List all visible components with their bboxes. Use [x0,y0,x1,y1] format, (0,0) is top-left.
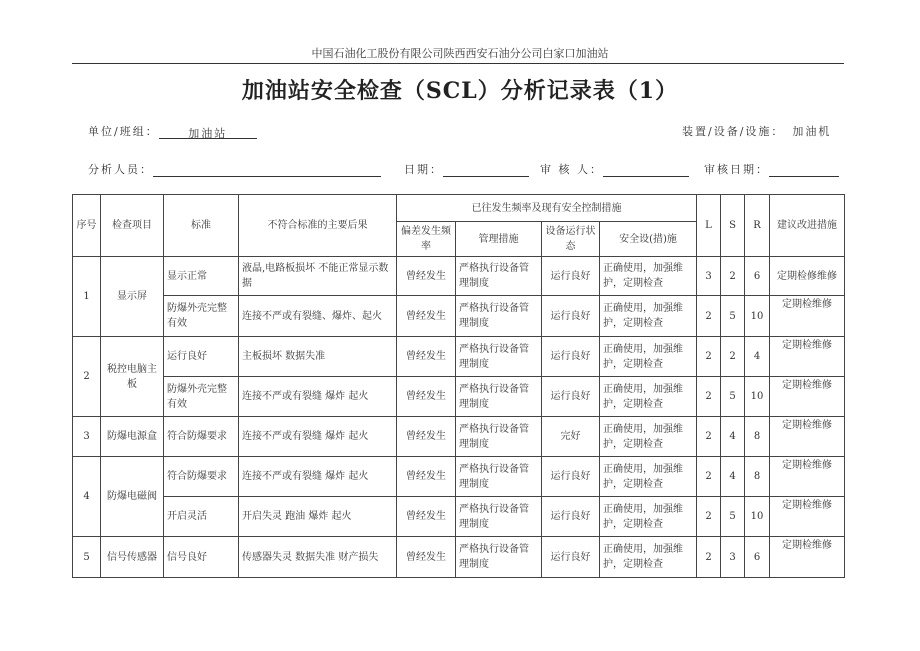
header-management: 管理措施 [456,222,542,257]
date-field [404,161,529,177]
cell-frequency: 曾经发生 [397,497,456,537]
cell-safety: 正确使用，加强维护，定期检查 [600,377,697,417]
table-row [73,497,845,537]
cell-r: 6 [745,257,770,296]
cell-standard: 符合防爆要求 [164,457,239,497]
cell-l: 2 [697,377,721,417]
review-date-field [704,161,839,177]
table-row [73,337,845,377]
cell-suggestion: 定期检维修 [770,537,845,578]
table-row [73,457,845,497]
cell-consequence: 液晶,电路板损坏 不能正常显示数据 [239,257,397,296]
cell-safety: 正确使用，加强维护，定期检查 [600,337,697,377]
scl-analysis-table [72,194,845,578]
cell-standard: 显示正常 [164,257,239,296]
cell-s: 4 [721,457,745,497]
header-standard: 标准 [164,195,239,257]
cell-consequence: 主板损坏 数据失准 [239,337,397,377]
cell-standard: 防爆外壳完整有效 [164,377,239,417]
cell-standard: 信号良好 [164,537,239,578]
header-l: L [697,195,721,257]
cell-frequency: 曾经发生 [397,377,456,417]
cell-item: 信号传感器 [101,537,164,578]
cell-standard: 防爆外壳完整有效 [164,296,239,337]
cell-l: 2 [697,417,721,457]
cell-management: 严格执行设备管理制度 [456,296,542,337]
header-deviation: 偏差发生频率 [397,222,456,257]
cell-frequency: 曾经发生 [397,296,456,337]
cell-r: 6 [745,537,770,578]
reviewer-field [540,161,689,177]
cell-l: 3 [697,257,721,296]
cell-safety: 正确使用，加强维护，定期检查 [600,457,697,497]
cell-management: 严格执行设备管理制度 [456,337,542,377]
cell-s: 4 [721,417,745,457]
cell-suggestion: 定期检维修 [770,457,845,497]
cell-management: 严格执行设备管理制度 [456,377,542,417]
cell-s: 5 [721,497,745,537]
cell-equipment: 完好 [542,417,600,457]
cell-suggestion: 定期检维修 [770,296,845,337]
cell-frequency: 曾经发生 [397,417,456,457]
cell-equipment: 运行良好 [542,377,600,417]
header-consequence: 不符合标准的主要后果 [239,195,397,257]
table-row [73,296,845,337]
cell-equipment: 运行良好 [542,296,600,337]
cell-standard: 运行良好 [164,337,239,377]
cell-item: 税控电脑主板 [101,337,164,417]
cell-standard: 符合防爆要求 [164,417,239,457]
cell-equipment: 运行良好 [542,337,600,377]
unit-value: 加油站 [159,125,257,139]
cell-item: 防爆电磁阀 [101,457,164,537]
date-value [443,163,529,177]
cell-r: 10 [745,377,770,417]
cell-consequence: 连接不严或有裂缝、爆炸、起火 [239,296,397,337]
header-safety: 安全设(措)施 [600,222,697,257]
cell-management: 严格执行设备管理制度 [456,497,542,537]
cell-management: 严格执行设备管理制度 [456,257,542,296]
review-date-label: 审核日期： [704,163,769,176]
cell-standard: 开启灵活 [164,497,239,537]
cell-s: 5 [721,296,745,337]
device-value: 加油机 [792,125,832,138]
cell-r: 8 [745,417,770,457]
cell-equipment: 运行良好 [542,457,600,497]
table-row [73,377,845,417]
cell-management: 严格执行设备管理制度 [456,457,542,497]
cell-safety: 正确使用，加强维护，定期检查 [600,296,697,337]
cell-frequency: 曾经发生 [397,457,456,497]
analyst-value [153,163,381,177]
header-r: R [745,195,770,257]
cell-suggestion: 定期检维修 [770,417,845,457]
cell-suggestion: 定期检维修 [770,337,845,377]
cell-consequence: 开启失灵 跑油 爆炸 起火 [239,497,397,537]
company-header: 中国石油化工股份有限公司陕西西安石油分公司白家口加油站 [311,47,609,60]
device-label: 装置/设备/设施： [682,125,785,138]
header-no: 序号 [73,195,101,257]
cell-s: 3 [721,537,745,578]
device-field [682,123,831,139]
cell-consequence: 传感器失灵 数据失准 财产损失 [239,537,397,578]
cell-l: 2 [697,457,721,497]
cell-no: 2 [73,337,101,417]
cell-safety: 正确使用，加强维护，定期检查 [600,257,697,296]
cell-no: 5 [73,537,101,578]
table-row [73,537,845,578]
cell-no: 3 [73,417,101,457]
cell-equipment: 运行良好 [542,497,600,537]
table-row [73,257,845,296]
cell-consequence: 连接不严或有裂缝 爆炸 起火 [239,377,397,417]
document-title: 加油站安全检查（SCL）分析记录表（1） [241,78,679,104]
cell-frequency: 曾经发生 [397,257,456,296]
cell-safety: 正确使用，加强维护，定期检查 [600,497,697,537]
review-date-value [769,163,839,177]
header-rule [72,63,844,64]
reviewer-value [603,163,689,177]
cell-item: 防爆电源盒 [101,417,164,457]
header-suggestion: 建议改进措施 [770,195,845,257]
analyst-field [88,161,381,177]
unit-field [88,123,257,139]
cell-no: 4 [73,457,101,537]
header-item: 检查项目 [101,195,164,257]
cell-frequency: 曾经发生 [397,337,456,377]
cell-frequency: 曾经发生 [397,537,456,578]
cell-r: 10 [745,296,770,337]
cell-l: 2 [697,337,721,377]
cell-s: 2 [721,257,745,296]
cell-r: 10 [745,497,770,537]
cell-l: 2 [697,497,721,537]
cell-management: 严格执行设备管理制度 [456,417,542,457]
cell-equipment: 运行良好 [542,537,600,578]
cell-suggestion: 定期检维修 [770,377,845,417]
cell-consequence: 连接不严或有裂缝 爆炸 起火 [239,417,397,457]
cell-r: 4 [745,337,770,377]
header-control-group: 已往发生频率及现有安全控制措施 [397,195,697,222]
analyst-label: 分析人员： [88,163,153,176]
cell-r: 8 [745,457,770,497]
cell-l: 2 [697,296,721,337]
cell-equipment: 运行良好 [542,257,600,296]
reviewer-label: 审 核 人： [540,163,603,176]
cell-no: 1 [73,257,101,337]
cell-s: 5 [721,377,745,417]
date-label: 日期： [404,163,443,176]
cell-consequence: 连接不严或有裂缝 爆炸 起火 [239,457,397,497]
cell-safety: 正确使用，加强维护，定期检查 [600,537,697,578]
cell-item: 显示屏 [101,257,164,337]
table-row [73,417,845,457]
cell-l: 2 [697,537,721,578]
cell-management: 严格执行设备管理制度 [456,537,542,578]
unit-label: 单位/班组： [88,125,159,138]
cell-suggestion: 定期检维修 [770,497,845,537]
header-s: S [721,195,745,257]
cell-safety: 正确使用，加强维护，定期检查 [600,417,697,457]
cell-suggestion: 定期检修维修 [770,257,845,296]
cell-s: 2 [721,337,745,377]
header-equipment: 设备运行状态 [542,222,600,257]
